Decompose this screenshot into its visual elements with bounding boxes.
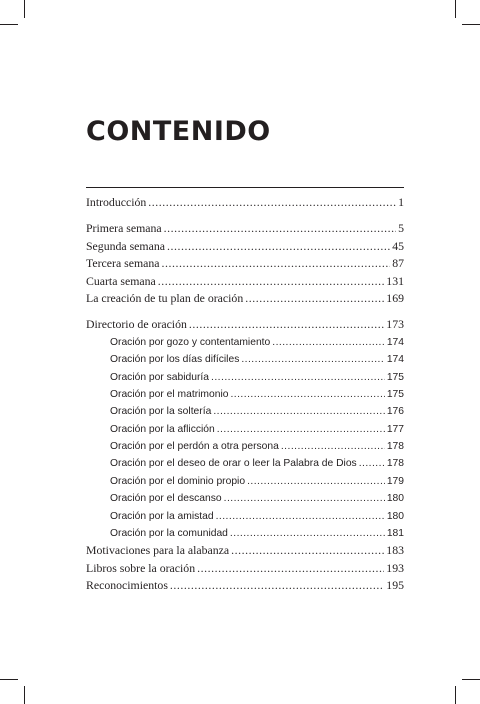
toc-entry-page: 5 xyxy=(398,221,404,236)
toc-entry-page: 193 xyxy=(386,560,404,575)
leader-dots xyxy=(359,455,385,472)
toc-entry-label: Introducción xyxy=(86,195,147,209)
toc-entry-page: 195 xyxy=(386,578,404,593)
toc-entry-label: Libros sobre la oración xyxy=(86,560,196,575)
leader-dots xyxy=(224,490,385,507)
toc-subentry-page: 175 xyxy=(386,388,404,400)
toc-entry-page: 169 xyxy=(386,290,404,305)
leader-dots xyxy=(231,542,384,559)
leader-dots xyxy=(241,351,384,368)
leader-dots xyxy=(230,386,384,403)
toc-entry-segunda-semana xyxy=(86,238,404,255)
page-title: CONTENIDO xyxy=(86,116,271,147)
title-rule xyxy=(86,187,404,188)
table-of-contents xyxy=(86,194,404,595)
toc-entry-cuarta-semana xyxy=(86,273,404,290)
toc-subentry xyxy=(86,455,404,472)
toc-subentry-page: 176 xyxy=(386,406,404,418)
toc-entry-page: 87 xyxy=(392,256,404,271)
leader-dots xyxy=(164,220,396,237)
toc-subentry-label: Oración por la comunidad xyxy=(110,528,228,540)
toc-subentry xyxy=(86,473,404,490)
toc-subentry-label: Oración por el matrimonio xyxy=(110,388,229,400)
leader-dots xyxy=(245,290,384,307)
leader-dots xyxy=(148,194,396,211)
toc-subentry-label: Oración por el deseo de orar o leer la Palabra de Dios xyxy=(110,458,357,470)
toc-subentry xyxy=(86,525,404,542)
toc-subentry-label: Oración por la aflicción xyxy=(110,423,215,435)
crop-mark-top-right xyxy=(455,0,456,18)
toc-entry-label: Segunda semana xyxy=(86,238,165,253)
crop-mark-top-left-h xyxy=(0,24,18,25)
leader-dots xyxy=(189,316,384,333)
toc-entry-page: 173 xyxy=(386,317,404,332)
crop-mark-bottom-left-h xyxy=(0,679,18,680)
crop-mark-bottom-left xyxy=(24,686,25,704)
toc-entry-label: Reconocimientos xyxy=(86,578,168,593)
toc-entry-label: Directorio de oración xyxy=(86,317,187,332)
toc-subentry-page: 181 xyxy=(386,528,404,540)
toc-subentry-page: 180 xyxy=(386,493,404,505)
toc-subentry xyxy=(86,403,404,420)
toc-subentry-page: 174 xyxy=(386,336,404,348)
toc-entry-plan-de-oracion xyxy=(86,290,404,307)
crop-mark-top-left xyxy=(24,0,25,18)
toc-entry-directorio xyxy=(86,316,404,333)
toc-entry-page: 131 xyxy=(386,273,404,288)
toc-subentry xyxy=(86,386,404,403)
toc-subentry-page: 178 xyxy=(386,458,404,470)
crop-mark-top-right-h xyxy=(462,24,480,25)
toc-entry-label: Motivaciones para la alabanza xyxy=(86,543,230,558)
toc-subentry-label: Oración por el dominio propio xyxy=(110,475,246,487)
toc-subentry xyxy=(86,421,404,438)
toc-entry-libros xyxy=(86,560,404,577)
toc-subentry-page: 177 xyxy=(386,423,404,435)
leader-dots xyxy=(213,403,385,420)
toc-subentry xyxy=(86,369,404,386)
toc-subentry-page: 179 xyxy=(386,475,404,487)
toc-entry-page: 183 xyxy=(386,543,404,558)
section-gap xyxy=(86,307,404,316)
toc-entry-label: Tercera semana xyxy=(86,256,160,271)
toc-entry-page: 45 xyxy=(392,238,404,253)
toc-subentry-page: 178 xyxy=(386,441,404,453)
section-gap xyxy=(86,211,404,220)
toc-subentry-page: 175 xyxy=(386,371,404,383)
crop-mark-bottom-right-h xyxy=(462,679,480,680)
leader-dots xyxy=(216,508,385,525)
toc-entry-page: 1 xyxy=(398,195,404,209)
leader-dots xyxy=(272,334,385,351)
leader-dots xyxy=(230,525,385,542)
toc-subentry xyxy=(86,351,404,368)
leader-dots xyxy=(162,255,391,272)
toc-entry-primera-semana xyxy=(86,220,404,237)
toc-subentry xyxy=(86,508,404,525)
toc-entry-label: Cuarta semana xyxy=(86,273,156,288)
leader-dots xyxy=(247,473,385,490)
toc-subentry-label: Oración por la amistad xyxy=(110,510,214,522)
toc-subentry-label: Oración por el descanso xyxy=(110,493,222,505)
toc-entry-introduccion xyxy=(86,194,404,211)
toc-subentry xyxy=(86,438,404,455)
crop-mark-bottom-right xyxy=(455,686,456,704)
toc-subentry-page: 180 xyxy=(386,510,404,522)
leader-dots xyxy=(197,560,384,577)
toc-entry-label: La creación de tu plan de oración xyxy=(86,290,244,305)
leader-dots xyxy=(170,577,384,594)
toc-subentry-label: Oración por gozo y contentamiento xyxy=(110,336,271,348)
toc-subentry xyxy=(86,490,404,507)
toc-subentry-label: Oración por el perdón a otra persona xyxy=(110,441,279,453)
toc-entry-label: Primera semana xyxy=(86,221,162,236)
toc-subentry-page: 174 xyxy=(386,354,404,366)
leader-dots xyxy=(167,238,390,255)
toc-entry-motivaciones xyxy=(86,542,404,559)
leader-dots xyxy=(158,273,385,290)
toc-subentry xyxy=(86,334,404,351)
toc-entry-reconocimientos xyxy=(86,577,404,594)
toc-subentry-label: Oración por la soltería xyxy=(110,406,212,418)
leader-dots xyxy=(281,438,385,455)
toc-entry-tercera-semana xyxy=(86,255,404,272)
toc-subentry-label: Oración por sabiduría xyxy=(110,371,210,383)
leader-dots xyxy=(211,369,385,386)
leader-dots xyxy=(217,421,385,438)
toc-subentry-label: Oración por los días difíciles xyxy=(110,354,240,366)
